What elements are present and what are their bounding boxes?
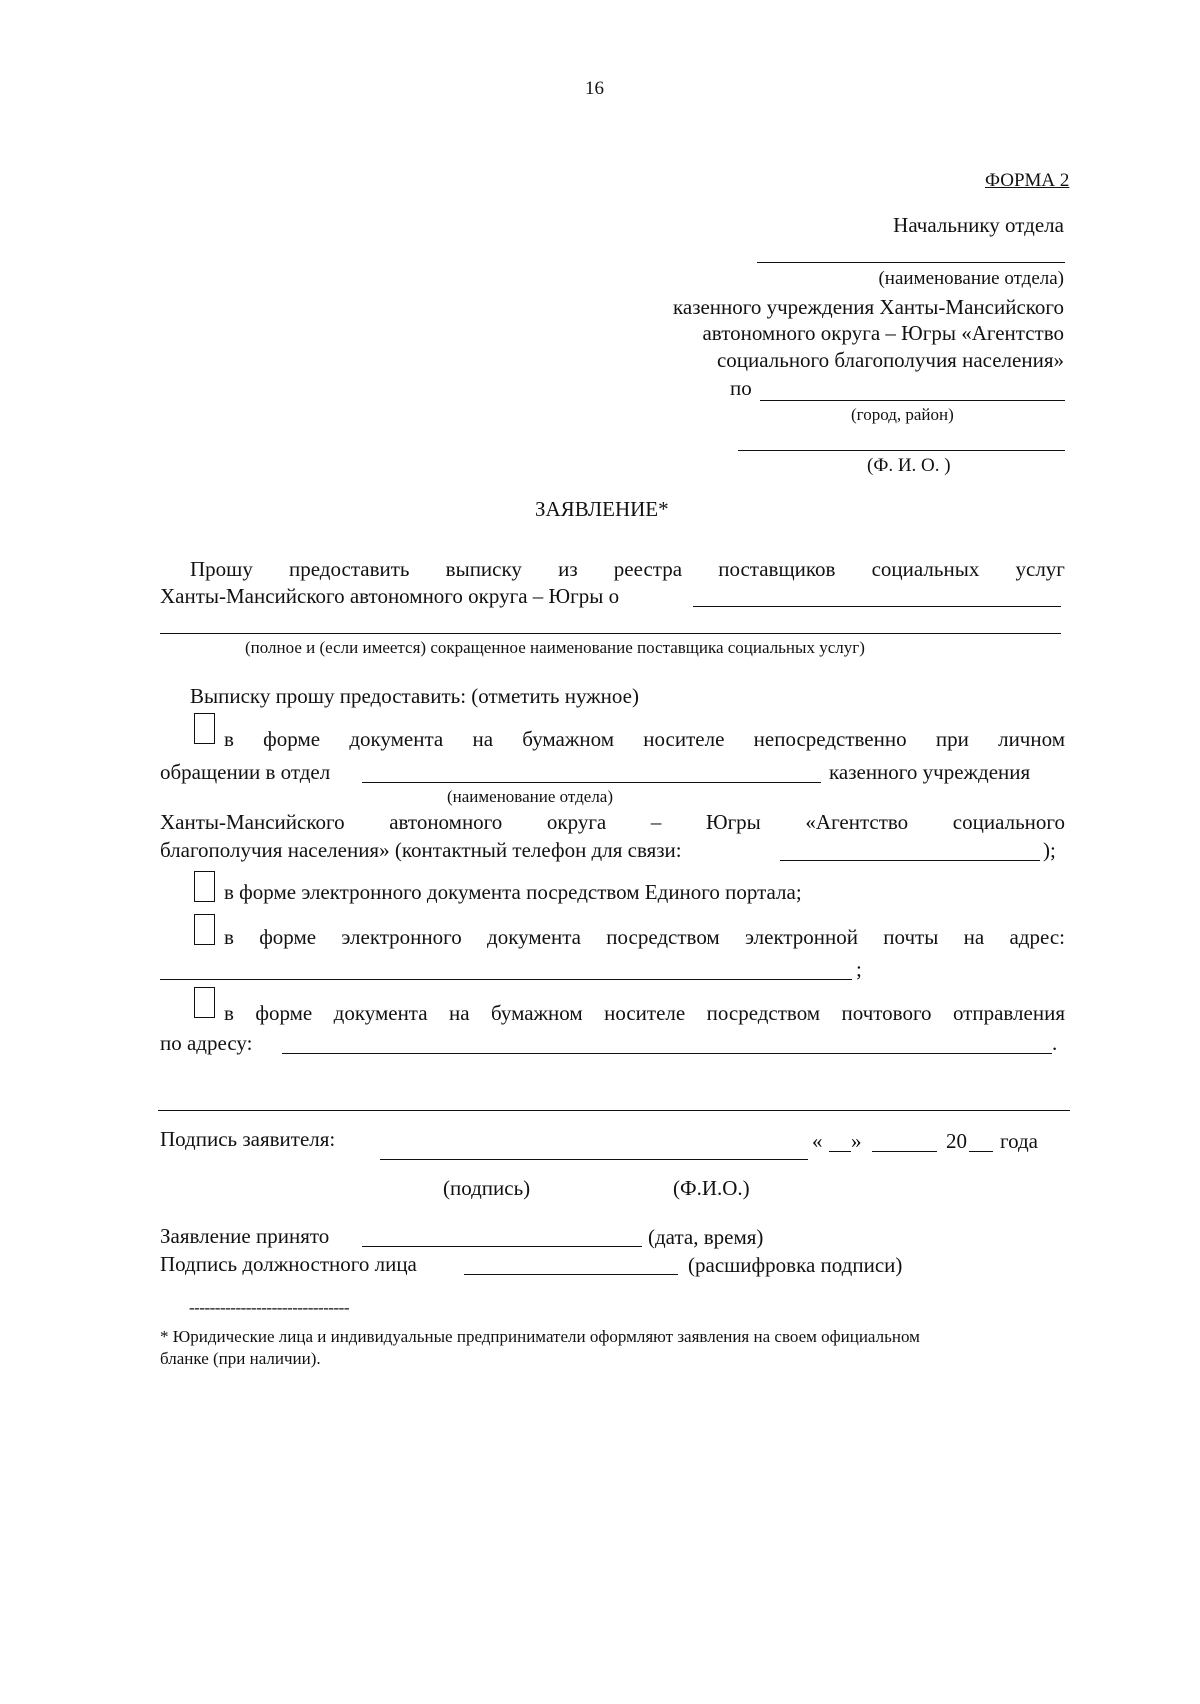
month-field[interactable]	[872, 1151, 937, 1152]
option1-dept-field[interactable]	[362, 782, 821, 783]
city-caption: (город, район)	[851, 405, 954, 424]
option3-line1: в форме электронного документа посредством электронной почты на адрес:	[224, 925, 1065, 949]
option1-line2a: обращении в отдел	[160, 760, 331, 784]
option2-checkbox[interactable]	[194, 871, 215, 902]
provider-caption: (полное и (если имеется) сокращенное наименование поставщика социальных услуг)	[245, 638, 865, 657]
option3-checkbox[interactable]	[194, 914, 215, 945]
date-close-quote: »	[851, 1129, 862, 1153]
year-field[interactable]	[969, 1151, 993, 1152]
org-line1: казенного учреждения Ханты-Мансийского	[672, 295, 1064, 319]
year-prefix: 20	[946, 1129, 967, 1153]
section-divider	[158, 1110, 1070, 1111]
option1-word: «Агентство	[805, 810, 909, 834]
option1-word: –	[650, 810, 662, 834]
option1-line4-end: );	[1043, 838, 1056, 862]
request-word: услуг	[1015, 557, 1065, 581]
dept-field[interactable]	[757, 262, 1065, 263]
org-line2: автономного округа – Югры «Агентство	[702, 321, 1064, 345]
footnote-line1: * Юридические лица и индивидуальные предприниматели оформляют заявления на своем официальном	[160, 1327, 920, 1346]
option2-text: в форме электронного документа посредством Единого портала;	[224, 880, 802, 904]
po-label: по	[730, 376, 752, 400]
request-word: из	[558, 557, 578, 581]
email-field[interactable]	[160, 979, 852, 980]
request-line1	[190, 557, 1065, 581]
fio-caption: (Ф. И. О. )	[867, 455, 951, 476]
official-caption: (расшифровка подписи)	[688, 1253, 903, 1277]
provider-field-2[interactable]	[160, 633, 1061, 634]
option1-word: округа	[546, 810, 607, 834]
option1-line4: благополучия населения» (контактный телефон для связи:	[160, 838, 682, 862]
fio-field[interactable]	[738, 450, 1065, 451]
option1-line3	[160, 810, 1065, 834]
accepted-datetime-field[interactable]	[362, 1246, 642, 1247]
page-number: 16	[585, 78, 604, 99]
provider-field[interactable]	[693, 606, 1061, 607]
city-field[interactable]	[760, 400, 1065, 401]
phone-field[interactable]	[780, 860, 1040, 861]
date-open-quote: «	[812, 1129, 823, 1153]
option1-word: автономного	[389, 810, 503, 834]
request-word: выписку	[445, 557, 522, 581]
form-label: ФОРМА 2	[985, 170, 1070, 191]
postal-address-field[interactable]	[282, 1053, 1052, 1054]
request-word: реестра	[613, 557, 683, 581]
fio-sign-caption: (Ф.И.О.)	[673, 1176, 750, 1200]
option1-checkbox[interactable]	[194, 713, 215, 744]
footnote-line2: бланке (при наличии).	[160, 1349, 321, 1368]
option4-checkbox[interactable]	[194, 987, 215, 1018]
official-label: Подпись должностного лица	[160, 1252, 417, 1276]
addressee-line1: Начальнику отдела	[893, 213, 1064, 237]
request-word: предоставить	[289, 557, 410, 581]
day-field[interactable]	[829, 1151, 851, 1152]
option1-dept-caption: (наименование отдела)	[447, 787, 614, 806]
option4-line2: по адресу:	[160, 1031, 253, 1055]
option1-line2b: казенного учреждения	[829, 760, 1031, 784]
option1-word: Ханты-Мансийского	[160, 810, 345, 834]
option3-line2-end: ;	[856, 957, 862, 981]
option4-line2-end: .	[1052, 1031, 1058, 1055]
document-title: ЗАЯВЛЕНИЕ*	[535, 497, 669, 521]
org-line3: социального благополучия населения»	[716, 348, 1064, 372]
accepted-caption: (дата, время)	[648, 1225, 764, 1249]
accepted-label: Заявление принято	[160, 1224, 330, 1248]
signature-label: Подпись заявителя:	[160, 1127, 336, 1151]
signature-field[interactable]	[380, 1159, 808, 1160]
year-suffix: года	[1000, 1129, 1038, 1153]
option1-word: Югры	[705, 810, 761, 834]
option1-line1: в форме документа на бумажном носителе непосредственно при личном	[224, 727, 1065, 751]
official-signature-field[interactable]	[464, 1274, 678, 1275]
footnote-separator: -------------------------------	[189, 1298, 349, 1317]
dept-caption: (наименование отдела)	[878, 268, 1064, 289]
options-intro: Выписку прошу предоставить: (отметить нужное)	[190, 684, 639, 708]
option4-line1: в форме документа на бумажном носителе посредством почтового отправления	[224, 1001, 1065, 1025]
request-line2: Ханты-Мансийского автономного округа – Югры о	[160, 584, 620, 608]
request-word: социальных	[871, 557, 980, 581]
request-word: поставщиков	[718, 557, 836, 581]
sign-caption: (подпись)	[443, 1176, 531, 1200]
request-word: Прошу	[190, 557, 253, 581]
option1-word: социального	[952, 810, 1065, 834]
